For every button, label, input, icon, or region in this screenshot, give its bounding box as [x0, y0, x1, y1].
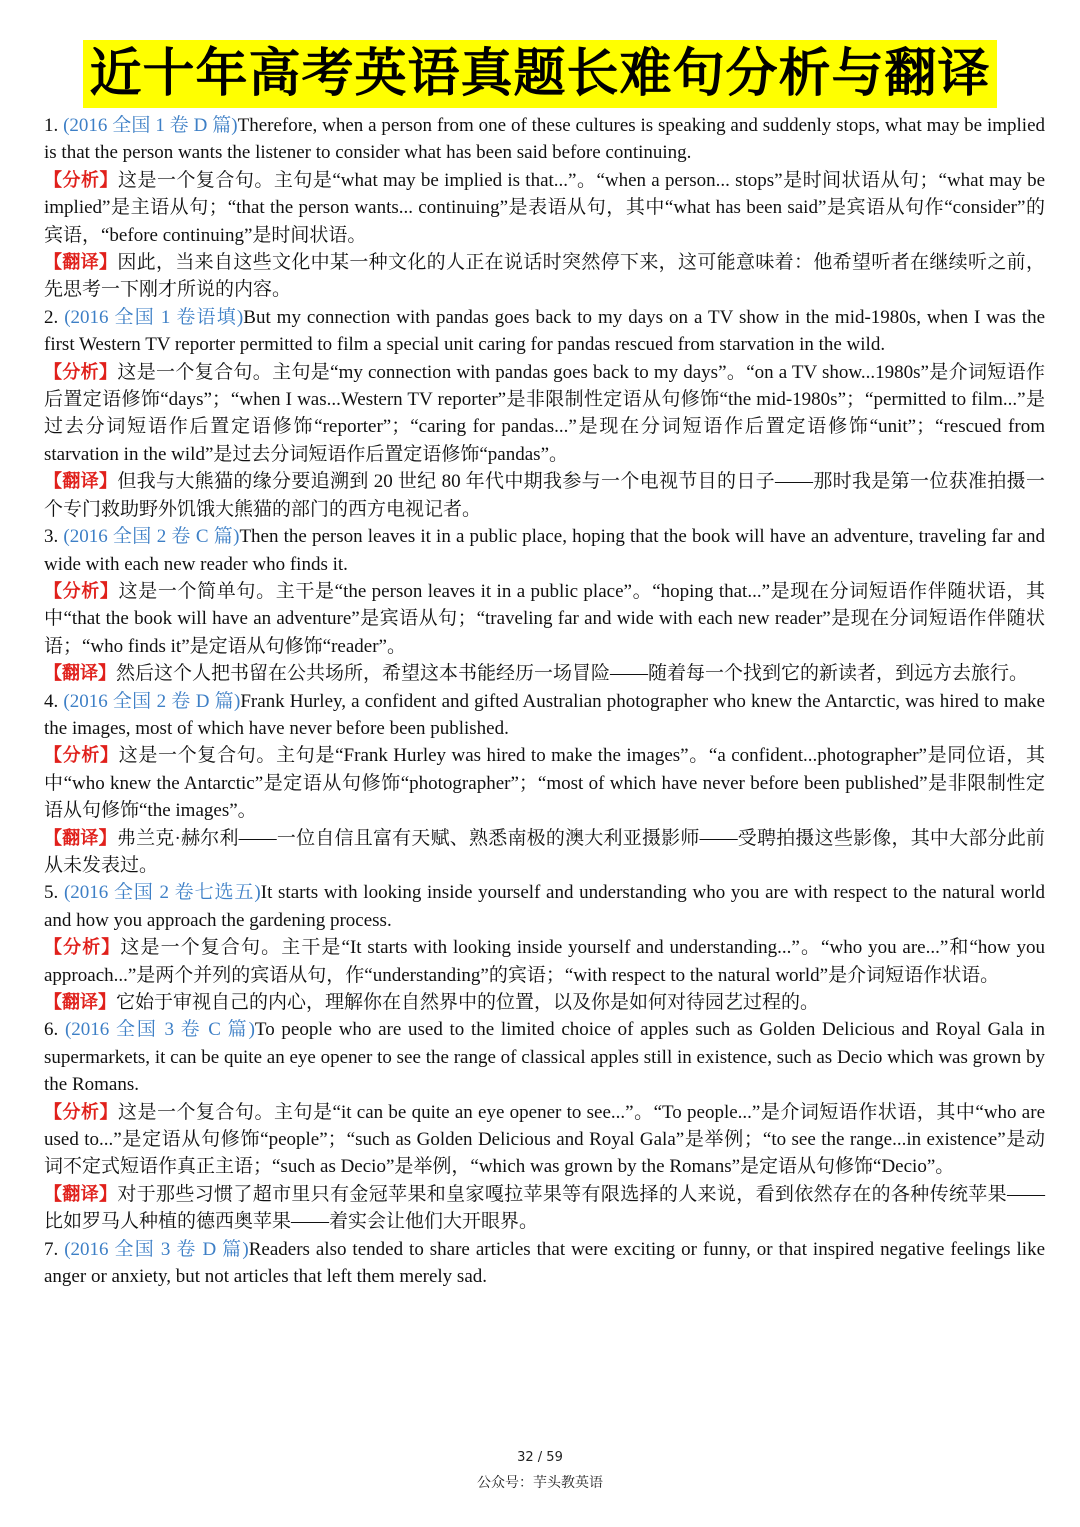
english-sentence — [44, 112, 1045, 167]
item-source: (2016 全国 2 卷 D 篇) — [63, 690, 241, 712]
translation-paragraph — [44, 468, 1045, 523]
sentence-text: To people who are used to the limited choice of apples such as Golden Delicious and Royal Gala in supermarkets, it can be quite an eye opener to see the range of classical apples still in existence, such as Decio which was grown by the Romans. — [44, 1019, 1046, 1096]
sentence-item — [44, 523, 1045, 687]
title-banner — [0, 0, 1080, 108]
item-source: (2016 全国 1 卷语填) — [64, 306, 244, 328]
item-source: (2016 全国 3 卷 D 篇) — [64, 1238, 249, 1260]
sentence-item — [44, 1016, 1045, 1235]
translation-text: 因此，当来自这些文化中某一种文化的人正在说话时突然停下来，这可能意味着：他希望听者在继续听之前，先思考一下刚才所说的内容。 — [44, 252, 1045, 301]
english-sentence — [44, 1236, 1045, 1291]
sentence-item — [44, 112, 1045, 304]
translation-tag: 【翻译】 — [44, 471, 118, 493]
translation-text: 对于那些习惯了超市里只有金冠苹果和皇家嘎拉苹果等有限选择的人来说，看到依然存在的各种传统苹果——比如罗马人种植的德西奥苹果——着实会让他们大开眼界。 — [44, 1183, 1045, 1233]
item-number: 4. — [44, 690, 59, 712]
account-name: 公众号：芋头教英语 — [477, 1475, 603, 1491]
analysis-paragraph — [44, 578, 1045, 660]
item-number: 5. — [44, 882, 59, 904]
analysis-paragraph — [44, 167, 1045, 249]
sentence-list — [44, 112, 1045, 1290]
translation-text: 然后这个人把书留在公共场所，希望这本书能经历一场冒险——随着每一个找到它的新读者，到远方去旅行。 — [116, 663, 1029, 685]
analysis-tag: 【分析】 — [44, 361, 118, 383]
translation-text: 弗兰克·赫尔利——一位自信且富有天赋、熟悉南极的澳大利亚摄影师——受聘拍摄这些影像，其中大部分此前从未发表过。 — [44, 827, 1045, 876]
page-title: 近十年高考英语真题长难句分析与翻译 — [83, 40, 996, 108]
analysis-text: 这是一个复合句。主句是“it can be quite an eye opener to see...”。“To people...”是介词短语作状语，其中“who are used to...”是定语从句修饰“people”；“such as Golden Delicious and Royal Gala”是举例；“to see the range...in existence”是动词不定式短语作真正主语；“such as Decio”是举例，“which was grown by the Romans”是定语从句修饰“Decio”。 — [44, 1101, 1045, 1178]
sentence-text: Then the person leaves it in a public place, hoping that the book will have an adventure, traveling far and wide with each new reader who finds it. — [44, 526, 1046, 575]
item-number: 2. — [44, 306, 59, 328]
sentence-text: Frank Hurley, a confident and gifted Australian photographer who knew the Antarctic, was hired to make the images, most of which have never before been published. — [44, 690, 1045, 739]
analysis-tag: 【分析】 — [44, 1101, 119, 1123]
analysis-text: 这是一个复合句。主句是“Frank Hurley was hired to make the images”。“a confident...photographer”是同位语，其中“who knew the Antarctic”是定语从句修饰“photographer”；“most of which have never before been published”是非限制性定语从句修饰“the images”。 — [44, 745, 1045, 822]
item-source: (2016 全国 2 卷 C 篇) — [63, 526, 240, 548]
analysis-paragraph — [44, 742, 1045, 824]
translation-paragraph — [44, 660, 1045, 687]
translation-text: 它始于审视自己的内心，理解你在自然界中的位置，以及你是如何对待园艺过程的。 — [116, 992, 820, 1013]
analysis-tag: 【分析】 — [44, 169, 118, 191]
sentence-item — [44, 1236, 1045, 1291]
analysis-text: 这是一个复合句。主句是“what may be implied is that...”。“when a person... stops”是时间状语从句；“what may be implied”是主语从句；“that the person wants... continuing”是表语从句，其中“what has been said”是宾语从句作“consider”的宾语，“before continuing”是时间状语。 — [44, 169, 1046, 246]
english-sentence — [44, 688, 1045, 743]
analysis-paragraph — [44, 934, 1045, 989]
english-sentence — [44, 523, 1045, 578]
translation-tag: 【翻译】 — [44, 1183, 118, 1205]
item-number: 3. — [44, 526, 59, 548]
english-sentence — [44, 879, 1045, 934]
translation-paragraph — [44, 1181, 1045, 1236]
sentence-item — [44, 304, 1045, 523]
english-sentence — [44, 304, 1045, 359]
sentence-item — [44, 879, 1045, 1016]
item-source: (2016 全国 1 卷 D 篇) — [63, 115, 238, 136]
sentence-text: It starts with looking inside yourself and understanding who you are with respect to the natural world and how you approach the gardening process. — [44, 882, 1046, 931]
analysis-tag: 【分析】 — [44, 580, 119, 602]
item-number: 6. — [44, 1019, 59, 1041]
sentence-text: Readers also tended to share articles that were exciting or funny, or that inspired negative feelings like anger or anxiety, but not articles that left them merely sad. — [44, 1238, 1046, 1288]
item-number: 7. — [44, 1238, 59, 1260]
analysis-paragraph — [44, 1099, 1045, 1181]
sentence-item — [44, 688, 1045, 880]
sentence-text: Therefore, when a person from one of these cultures is speaking and suddenly stops, what may be implied is that the person wants the listener to consider what has been said before continuing. — [44, 115, 1045, 164]
item-source: (2016 全国 3 卷 C 篇) — [64, 1019, 255, 1041]
sentence-text: But my connection with pandas goes back to my days on a TV show in the mid-1980s, when I was the first Western TV reporter permitted to film a special unit caring for pandas rescued from starvation in the wild. — [44, 306, 1046, 356]
analysis-tag: 【分析】 — [44, 937, 121, 959]
analysis-paragraph — [44, 359, 1045, 469]
translation-tag: 【翻译】 — [44, 992, 116, 1013]
item-number: 1. — [44, 115, 59, 136]
translation-tag: 【翻译】 — [44, 663, 116, 685]
item-source: (2016 全国 2 卷七选五) — [63, 882, 261, 904]
translation-text: 但我与大熊猫的缘分要追溯到 20 世纪 80 年代中期我参与一个电视节目的日子——那时我是第一位获准拍摄一个专门救助野外饥饿大熊猫的部门的西方电视记者。 — [44, 471, 1045, 520]
translation-tag: 【翻译】 — [44, 827, 117, 849]
translation-tag: 【翻译】 — [44, 252, 118, 274]
analysis-text: 这是一个复合句。主句是“my connection with pandas goes back to my days”。“on a TV show...1980s”是介词短语作后置定语修饰“days”；“when I was...Western TV reporter”是非限制性定语从句修饰“the mid-1980s”；“permitted to film...”是过去分词短语作后置定语修饰“reporter”；“caring for pandas...”是现在分词短语作后置定语修饰“unit”；“rescued from starvation in the wild”是过去分词短语作后置定语修饰“pandas”。 — [44, 361, 1045, 465]
analysis-tag: 【分析】 — [44, 745, 119, 767]
english-sentence — [44, 1016, 1045, 1098]
translation-paragraph — [44, 249, 1045, 304]
translation-paragraph — [44, 989, 1045, 1016]
analysis-text: 这是一个简单句。主干是“the person leaves it in a public place”。“hoping that...”是现在分词短语作伴随状语，其中“that the book will have an adventure”是宾语从句；“traveling far and wide with each new reader”是现在分词短语作伴随状语；“who finds it”是定语从句修饰“reader”。 — [44, 580, 1046, 657]
page-number: 32 / 59 — [517, 1450, 563, 1465]
translation-paragraph — [44, 825, 1045, 880]
analysis-text: 这是一个复合句。主干是“It starts with looking inside yourself and understanding...”。“who you are...”和“how you approach...”是两个并列的宾语从句，作“understanding”的宾语；“with respect to the natural world”是介词短语作状语。 — [44, 937, 1045, 986]
